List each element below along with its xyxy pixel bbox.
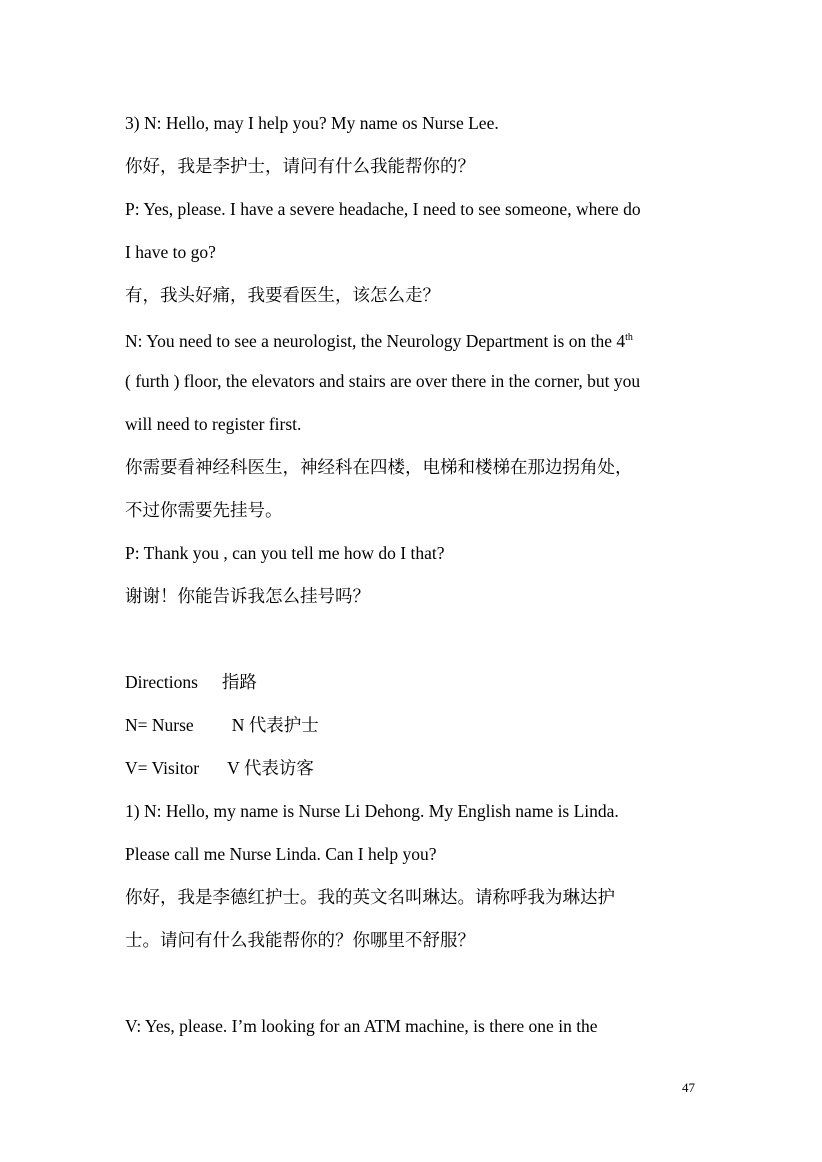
dialogue-3-nurse-reply-chinese-2: 不过你需要先挂号。: [125, 500, 283, 520]
legend-visitor-english: V= Visitor: [125, 758, 200, 778]
dialogue-1-visitor-line-1: V: Yes, please. I’m looking for an ATM machine, is there one in the: [125, 1016, 598, 1036]
legend-nurse: [125, 714, 319, 736]
dialogue-3-nurse-reply-line-1: [125, 327, 633, 352]
dialogue-3-patient-thanks-chinese: 谢谢！你能告诉我怎么挂号吗？: [125, 586, 370, 606]
dialogue-3-nurse-greeting: 3) N: Hello, may I help you? My name os Nurse Lee.: [125, 113, 499, 133]
dialogue-1-nurse-line-2: Please call me Nurse Linda. Can I help you?: [125, 844, 437, 864]
legend-visitor: [125, 757, 314, 779]
dialogue-1-nurse-chinese-2: 士。请问有什么我能帮你的？你哪里不舒服？: [125, 930, 475, 950]
dialogue-3-nurse-reply-chinese-1: 你需要看神经科医生，神经科在四楼，电梯和楼梯在那边拐角处，: [125, 457, 633, 477]
dialogue-3-patient-thanks: P: Thank you , can you tell me how do I that?: [125, 543, 445, 563]
nurse-reply-text: N: You need to see a neurologist, the Neurology Department is on the 4: [125, 331, 626, 351]
ordinal-superscript: th: [625, 332, 633, 343]
directions-heading-chinese: 指路: [221, 672, 257, 692]
dialogue-3-nurse-greeting-chinese: 你好，我是李护士，请问有什么我能帮你的？: [125, 156, 475, 176]
legend-nurse-english: N= Nurse: [125, 715, 194, 735]
directions-heading: [125, 671, 257, 693]
dialogue-3-patient-chinese: 有，我头好痛，我要看医生，该怎么走？: [125, 285, 440, 305]
dialogue-3-nurse-reply-line-2: ( furth ) floor, the elevators and stairs are over there in the corner, but you: [125, 371, 641, 391]
dialogue-3-patient-line-2: I have to go?: [125, 242, 216, 262]
dialogue-3-patient-line-1: P: Yes, please. I have a severe headache, I need to see someone, where do: [125, 199, 641, 219]
page-number: 47: [682, 1080, 695, 1095]
legend-nurse-chinese: N 代表护士: [231, 715, 319, 735]
directions-heading-english: Directions: [125, 672, 198, 692]
dialogue-1-nurse-line-1: 1) N: Hello, my name is Nurse Li Dehong. My English name is Linda.: [125, 801, 619, 821]
legend-visitor-chinese: V 代表访客: [227, 758, 314, 778]
dialogue-3-nurse-reply-line-3: will need to register first.: [125, 414, 302, 434]
dialogue-1-nurse-chinese-1: 你好，我是李德红护士。我的英文名叫琳达。请称呼我为琳达护: [125, 887, 615, 907]
